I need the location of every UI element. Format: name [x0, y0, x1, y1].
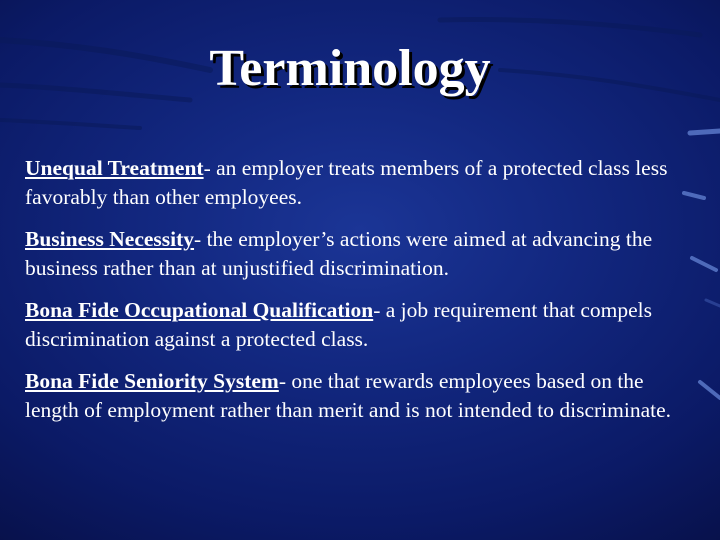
- term-unequal-treatment: [25, 154, 685, 212]
- term-business-necessity: [25, 225, 685, 283]
- term-name: Bona Fide Seniority System: [25, 369, 279, 393]
- term-name: Unequal Treatment: [25, 156, 204, 180]
- term-name: Business Necessity: [25, 227, 195, 251]
- term-bfoq: [25, 296, 685, 354]
- term-name: Bona Fide Occupational Qualification: [25, 298, 374, 322]
- terms-list: [25, 154, 685, 438]
- term-definition: - the employer’s actions were aimed at advancing the business rather than at unjustified discrimination.: [25, 227, 653, 280]
- slide-title: Terminology: [209, 40, 491, 97]
- term-definition: - a job requirement that compels discrimination against a protected class.: [25, 298, 653, 351]
- term-definition: - an employer treats members of a protected class less favorably than other employees.: [25, 156, 668, 209]
- term-seniority-system: [25, 367, 685, 425]
- term-definition: - one that rewards employees based on the length of employment rather than merit and is not intended to discriminate.: [25, 369, 672, 422]
